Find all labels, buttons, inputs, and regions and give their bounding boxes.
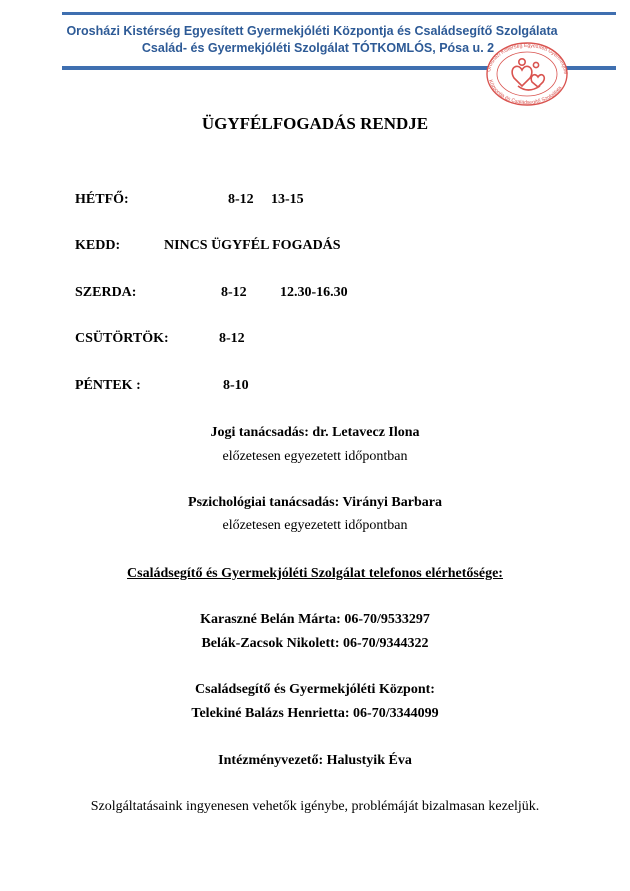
schedule-day: PÉNTEK : [75,378,141,393]
legal-advice-note: előzetesen egyezetett időpontban [222,449,408,464]
schedule-time: NINCS ÜGYFÉL FOGADÁS [164,238,341,253]
header-organization: Orosházi Kistérség Egyesített Gyermekjóléti Központja és Családsegítő Szolgálata [66,24,558,38]
svg-text:Központja és Családsegítő Szol: Központja és Családsegítő Szolgálata [486,79,564,107]
schedule-day: SZERDA: [75,285,137,300]
contact-line: Belák-Zacsok Nikolett: 06-70/9344322 [201,636,429,651]
organization-logo-seal [482,38,572,108]
header-top-rule [62,12,616,15]
center-contact: Telekiné Balázs Henrietta: 06-70/3344099 [191,706,439,721]
schedule-time: 8-10 [223,378,249,393]
schedule-time: 12.30-16.30 [280,285,348,300]
schedule-day: CSÜTÖRTÖK: [75,331,169,346]
psychology-advice-note: előzetesen egyezetett időpontban [222,518,408,533]
schedule-day: HÉTFŐ: [75,192,129,207]
center-heading: Családsegítő és Gyermekjóléti Központ: [195,682,435,697]
schedule-day: KEDD: [75,238,121,253]
contact-line: Karaszné Belán Márta: 06-70/9533297 [200,612,430,627]
legal-advice-title: Jogi tanácsadás: dr. Letavecz Ilona [210,425,420,440]
header-service-address: Család- és Gyermekjóléti Szolgálat TÓTKOMLÓS, Pósa u. 2 [141,41,495,55]
svg-text:Orosházi Kistérség Egyesített: Orosházi Kistérség Egyesített Gyermekjólé [486,42,569,75]
schedule-time: 8-12 [221,285,247,300]
contact-heading: Családsegítő és Gyermekjóléti Szolgálat telefonos elérhetősége: [127,566,503,581]
page-title: ÜGYFÉLFOGADÁS RENDJE [201,114,429,133]
director-line: Intézményvezető: Halustyik Éva [218,753,412,768]
schedule-time: 8-12 [219,331,245,346]
psychology-advice-title: Pszichológiai tanácsadás: Virányi Barbara [188,495,442,510]
schedule-time: 8-12 [228,192,254,207]
schedule-time: 13-15 [271,192,304,207]
footer-note: Szolgáltatásaink ingyenesen vehetők igénybe, problémáját bizalmasan kezeljük. [90,799,540,814]
